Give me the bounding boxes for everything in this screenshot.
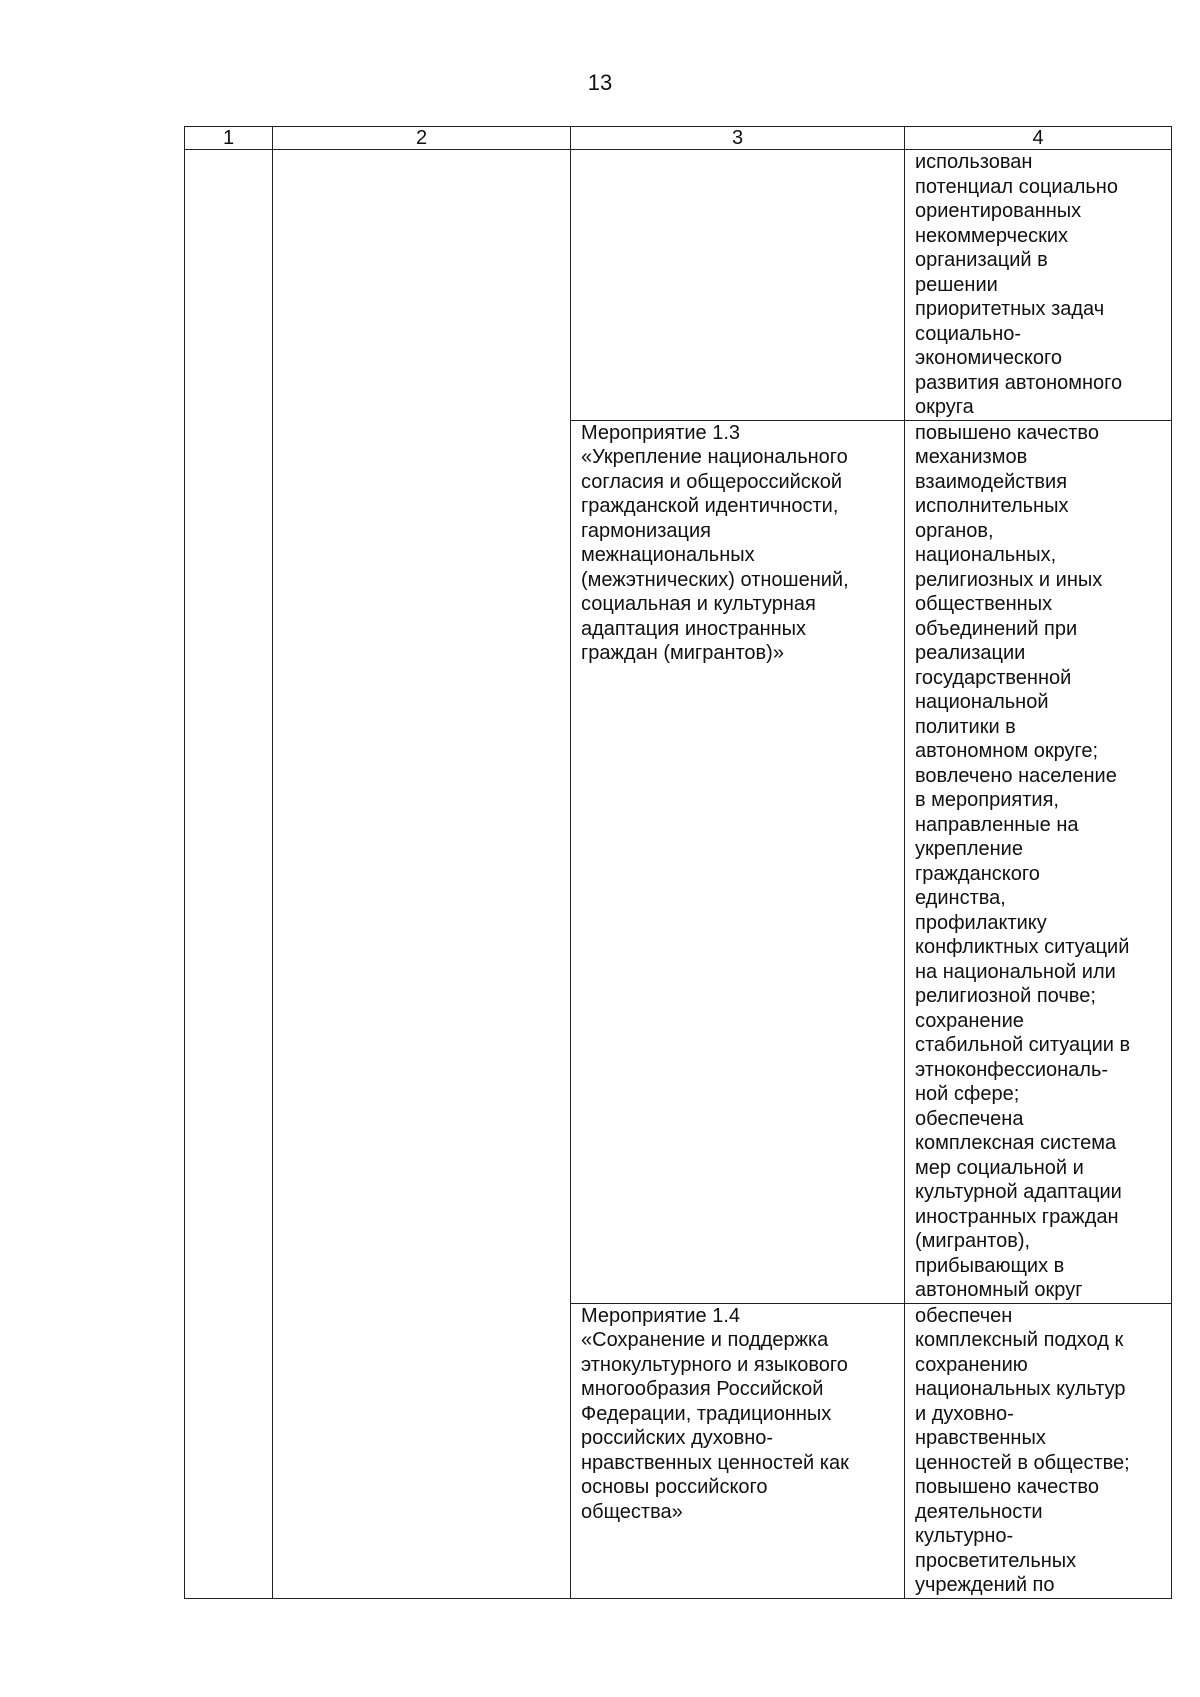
table-header-row (185, 127, 1172, 150)
table-cell-col1 (185, 150, 273, 1599)
table-cell-col3 (571, 150, 905, 421)
table-cell-col4: повышено качество механизмов взаимодействия исполнительных органов, национальных, религиозных и иных общественных объединений при реализации государственной национальной политики в автономном округе; вовлечено население в мероприятия, направленные на укрепление гражданского единства, профилактику конфликтных ситуаций на национальной или религиозной почве; сохранение стабильной ситуации в этноконфессиональ- ной сфере; обеспечена комплексная система мер социальной и культурной адаптации иностранных граждан (мигрантов), прибывающих в автономный округ (905, 420, 1172, 1303)
page-number: 13 (587, 70, 613, 95)
header-cell-1: 1 (185, 127, 273, 150)
header-cell-3: 3 (571, 127, 905, 150)
table-cell-col3: Мероприятие 1.3 «Укрепление национального согласия и общероссийской гражданской идентичности, гармонизация межнациональных (межэтнических) отношений, социальная и культурная адаптация иностранных граждан (мигрантов)» (571, 420, 905, 1303)
header-cell-2: 2 (273, 127, 571, 150)
table-row (185, 150, 1172, 421)
header-cell-4: 4 (905, 127, 1172, 150)
table-cell-col4: использован потенциал социально ориентированных некоммерческих организаций в решении приоритетных задач социально- экономического развития автономного округа (905, 150, 1172, 421)
table-cell-col2 (273, 150, 571, 1599)
table-cell-col3: Мероприятие 1.4 «Сохранение и поддержка этнокультурного и языкового многообразия Российской Федерации, традиционных российских духовно- нравственных ценностей как основы российского общества» (571, 1303, 905, 1598)
table-cell-col4: обеспечен комплексный подход к сохранению национальных культур и духовно- нравственных ценностей в обществе; повышено качество деятельности культурно- просветительных учреждений по (905, 1303, 1172, 1598)
document-table (184, 126, 1172, 1599)
